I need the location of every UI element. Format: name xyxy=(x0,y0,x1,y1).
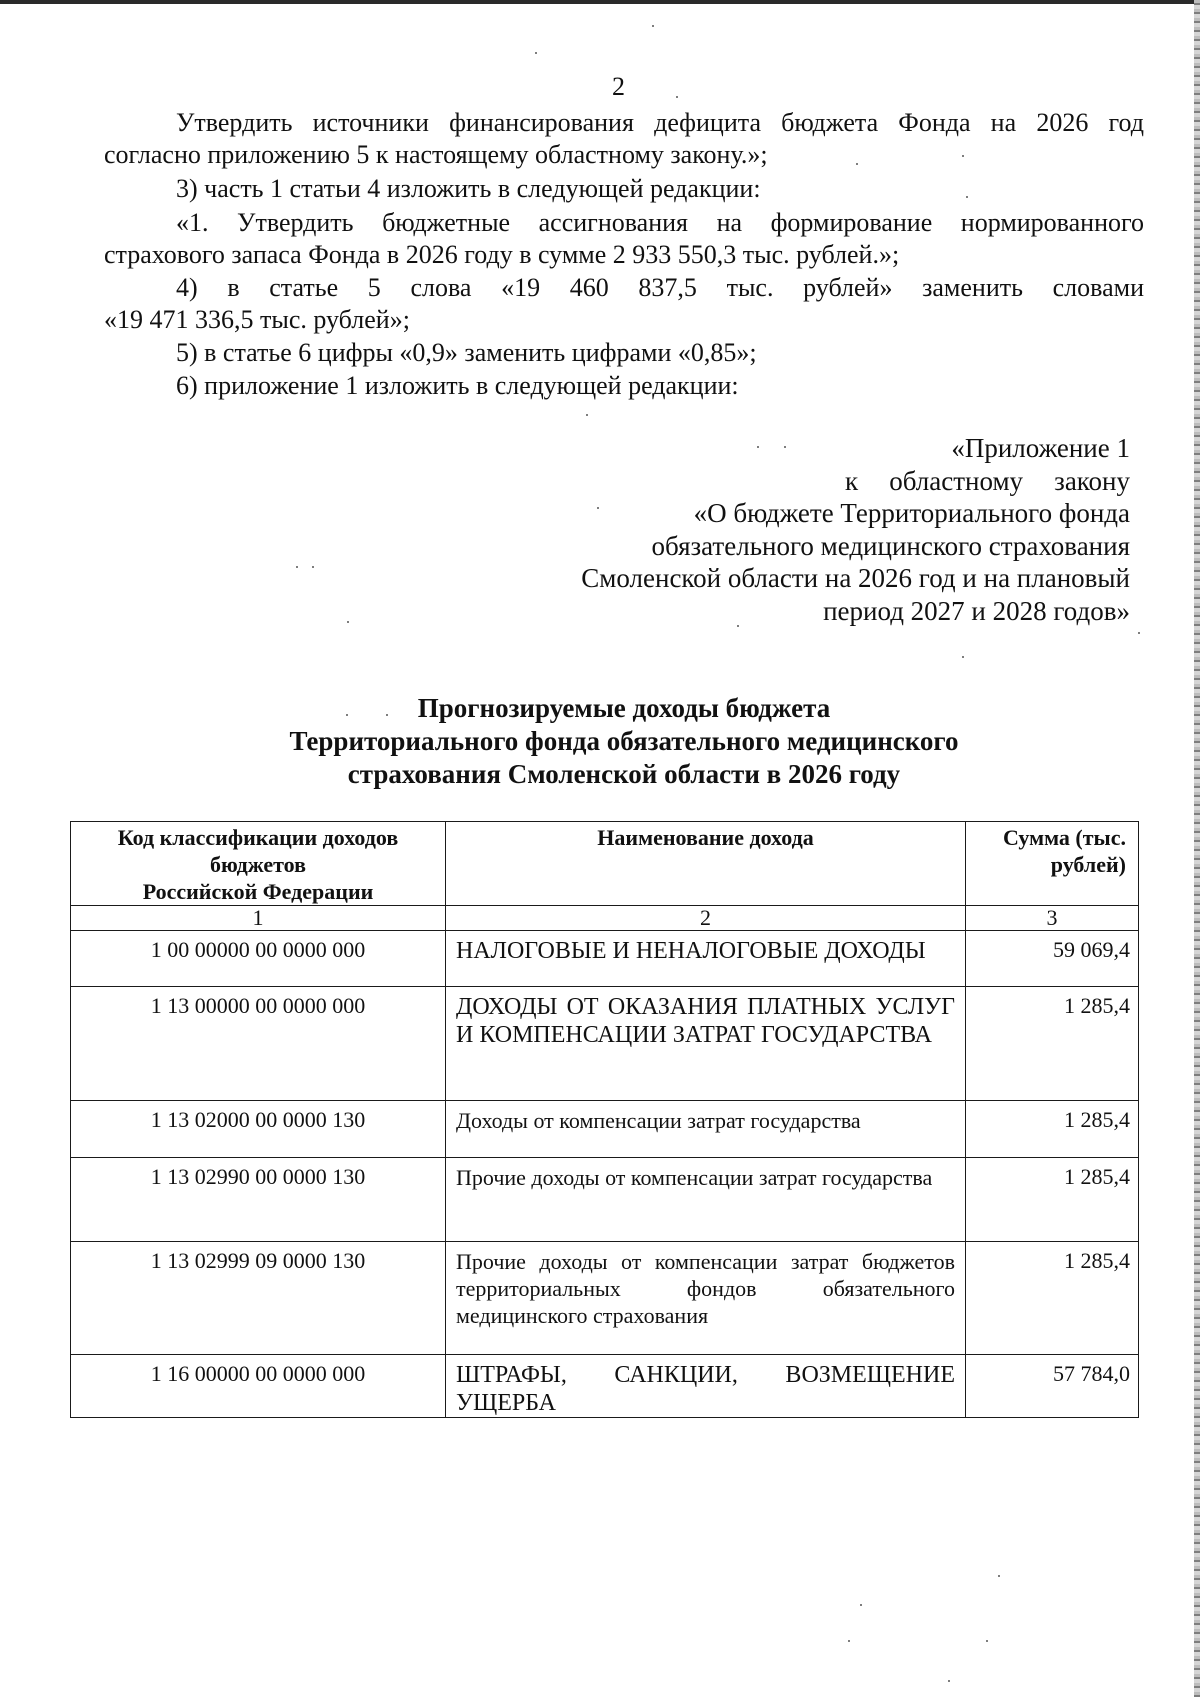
appendix-line: «О бюджете Территориального фонда xyxy=(693,498,1130,528)
income-name: ШТРАФЫ, САНКЦИИ, ВОЗМЕЩЕНИЕ УЩЕРБА xyxy=(446,1355,966,1418)
income-code: 1 00 00000 00 0000 000 xyxy=(71,931,446,987)
income-sum: 1 285,4 xyxy=(966,1242,1139,1355)
scan-speck xyxy=(535,52,537,54)
scan-speck xyxy=(597,507,599,509)
title-line: Территориального фонда обязательного медицинского xyxy=(289,726,959,756)
appendix-line: к областному закону xyxy=(845,465,1130,496)
table-row xyxy=(71,1101,1139,1158)
column-number: 1 xyxy=(71,906,446,931)
income-sum: 59 069,4 xyxy=(966,931,1139,987)
table-row xyxy=(71,1355,1139,1418)
income-name: НАЛОГОВЫЕ И НЕНАЛОГОВЫЕ ДОХОДЫ xyxy=(446,931,966,987)
column-number: 2 xyxy=(446,906,966,931)
table-title xyxy=(104,692,1144,791)
scan-speck xyxy=(966,196,968,198)
scan-edge-right xyxy=(1194,0,1200,1697)
scan-speck xyxy=(784,446,786,448)
scan-speck xyxy=(962,155,964,157)
scan-speck xyxy=(962,656,964,658)
scan-speck xyxy=(986,1640,988,1642)
scan-speck xyxy=(998,1575,1000,1577)
income-sum: 57 784,0 xyxy=(966,1355,1139,1418)
income-name: Прочие доходы от компенсации затрат государства xyxy=(446,1158,966,1242)
header-sum xyxy=(966,822,1139,906)
scan-speck xyxy=(948,1680,950,1682)
paragraph-line: согласно приложению 5 к настоящему областному закону.»; xyxy=(104,140,768,169)
paragraph-line: страхового запаса Фонда в 2026 году в сумме 2 933 550,3 тыс. рублей.»; xyxy=(104,240,900,269)
income-name: Прочие доходы от компенсации затрат бюджетов территориальных фондов обязательного медицинского страхования xyxy=(446,1242,966,1355)
income-code: 1 16 00000 00 0000 000 xyxy=(71,1355,446,1418)
title-line: страхования Смоленской области в 2026 году xyxy=(347,759,901,789)
appendix-line: обязательного медицинского страхования xyxy=(651,530,1130,561)
appendix-line: период 2027 и 2028 годов» xyxy=(823,595,1130,626)
table-row xyxy=(71,931,1139,987)
appendix-line: «Приложение 1 xyxy=(951,433,1130,463)
scan-speck xyxy=(652,25,654,27)
income-table xyxy=(70,821,1139,1418)
scan-speck xyxy=(586,414,588,416)
table-row xyxy=(71,1242,1139,1355)
scan-speck xyxy=(676,96,678,98)
paragraph-line: «1. Утвердить бюджетные ассигнования на формирование нормированного xyxy=(176,208,1144,237)
scan-speck xyxy=(757,446,759,448)
scan-speck xyxy=(737,625,739,627)
scan-speck xyxy=(1138,632,1140,634)
income-name: ДОХОДЫ ОТ ОКАЗАНИЯ ПЛАТНЫХ УСЛУГ И КОМПЕНСАЦИИ ЗАТРАТ ГОСУДАРСТВА xyxy=(446,987,966,1101)
header-sum-line: Сумма (тыс. xyxy=(1003,825,1126,850)
paragraph-line: Утвердить источники финансирования дефицита бюджета Фонда на 2026 год xyxy=(176,108,1144,137)
header-code-line: Код классификации доходов xyxy=(117,825,399,850)
income-sum: 1 285,4 xyxy=(966,1158,1139,1242)
header-code-line: бюджетов xyxy=(210,852,306,877)
title-line: Прогнозируемые доходы бюджета xyxy=(417,693,831,723)
scan-edge-top xyxy=(0,0,1200,4)
paragraph-line: 3) часть 1 статьи 4 изложить в следующей редакции: xyxy=(176,174,761,203)
header-code xyxy=(71,822,446,906)
appendix-reference xyxy=(500,432,1130,627)
paragraph-line: 6) приложение 1 изложить в следующей редакции: xyxy=(176,371,739,400)
scan-speck xyxy=(312,566,314,568)
income-code: 1 13 02990 00 0000 130 xyxy=(71,1158,446,1242)
scan-speck xyxy=(860,1604,862,1606)
income-code: 1 13 00000 00 0000 000 xyxy=(71,987,446,1101)
appendix-line: Смоленской области на 2026 год и на плановый xyxy=(581,563,1130,593)
scan-speck xyxy=(848,1640,850,1642)
table-row xyxy=(71,987,1139,1101)
scan-speck xyxy=(856,163,858,165)
paragraph-line: 5) в статье 6 цифры «0,9» заменить цифрами «0,85»; xyxy=(176,338,757,367)
income-sum: 1 285,4 xyxy=(966,1101,1139,1158)
column-number: 3 xyxy=(966,906,1139,931)
scan-speck xyxy=(386,714,388,716)
paragraph-line: «19 471 336,5 тыс. рублей»; xyxy=(104,305,410,334)
scan-speck xyxy=(346,714,348,716)
column-number-row xyxy=(71,906,1139,931)
scan-speck xyxy=(347,621,349,623)
table-row xyxy=(71,1158,1139,1242)
paragraph-line: 4) в статье 5 слова «19 460 837,5 тыс. рублей» заменить словами xyxy=(176,273,1144,302)
income-code: 1 13 02999 09 0000 130 xyxy=(71,1242,446,1355)
income-code: 1 13 02000 00 0000 130 xyxy=(71,1101,446,1158)
scan-speck xyxy=(296,566,298,568)
header-sum-line: рублей) xyxy=(1050,852,1126,877)
page-number: 2 xyxy=(612,72,625,101)
income-name: Доходы от компенсации затрат государства xyxy=(446,1101,966,1158)
header-code-line: Российской Федерации xyxy=(142,879,374,904)
table-header-row xyxy=(71,822,1139,906)
header-name: Наименование дохода xyxy=(446,822,966,906)
income-sum: 1 285,4 xyxy=(966,987,1139,1101)
